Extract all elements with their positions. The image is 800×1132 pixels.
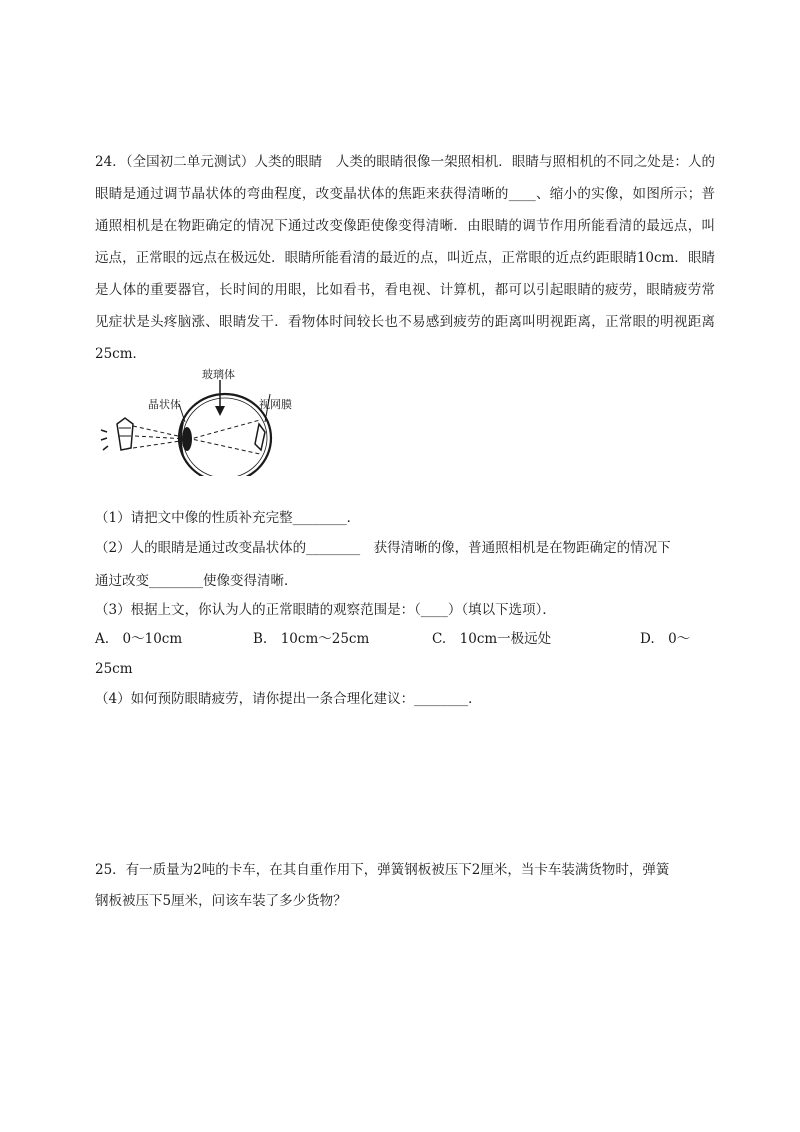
question-24-sub4: （4）如何预防眼睛疲劳，请你提出一条合理化建议：________． [95,691,482,707]
option-b: B. 10cm～25cm [253,631,370,647]
lens-shape [182,427,192,451]
question-25-line2: 钢板被压下5厘米，问该车装了多少货物？ [95,893,347,909]
retina-image [255,424,265,450]
question-25-line1: 25．有一质量为2吨的卡车，在其自重作用下，弹簧钢板被压下2厘米，当卡车装满货物时，弹簧 [95,862,670,878]
question-24-sub3: （3）根据上文，你认为人的正常眼睛的观察范围是：（____）（填以下选项）． [95,602,556,618]
eye-diagram [95,366,305,476]
question-24-sub2-line1: （2）人的眼睛是通过改变晶状体的________ 获得清晰的像，普通照相机是在物距确定的情况下 [95,540,671,556]
label-retina: 视网膜 [259,398,292,411]
label-lens: 晶状体 [148,398,181,411]
light-rays [133,420,260,454]
object-figure [101,418,133,450]
question-24-sub1: （1）请把文中像的性质补充完整________． [95,510,361,526]
question-24-sub2-line2: 通过改变________使像变得清晰． [95,573,298,589]
option-d-continued: 25cm [95,661,133,677]
option-d: D. 0～ [640,631,691,647]
eyeball [179,394,271,476]
question-24-paragraph: 24．（全国初二单元测试）人类的眼睛 人类的眼睛很像一架照相机．眼睛与照相机的不同之处是：人的眼睛是通过调节晶状体的弯曲程度，改变晶状体的焦距来获得清晰的____、缩小的实像，如图所示；普通照相机是在物距确定的情况下通过改变像距使像变得清晰．由眼睛的调节作用所能看清的最远点，叫远点，正常眼的远点在极远处．眼睛所能看清的最近的点，叫近点，正常眼的近点约距眼睛10cm．眼睛是人体的重要器官，长时间的用眼，比如看书，看电视、计算机，都可以引起眼睛的疲劳，眼睛疲劳常见症状是头疼脑涨、眼睛发干．看物体时间较长也不易感到疲劳的距离叫明视距离，正常眼的明视距离25cm． [95,154,715,362]
label-vitreous: 玻璃体 [202,368,235,381]
option-c: C. 10cm一极远处 [432,631,552,647]
option-a: A. 0～10cm [95,631,183,647]
